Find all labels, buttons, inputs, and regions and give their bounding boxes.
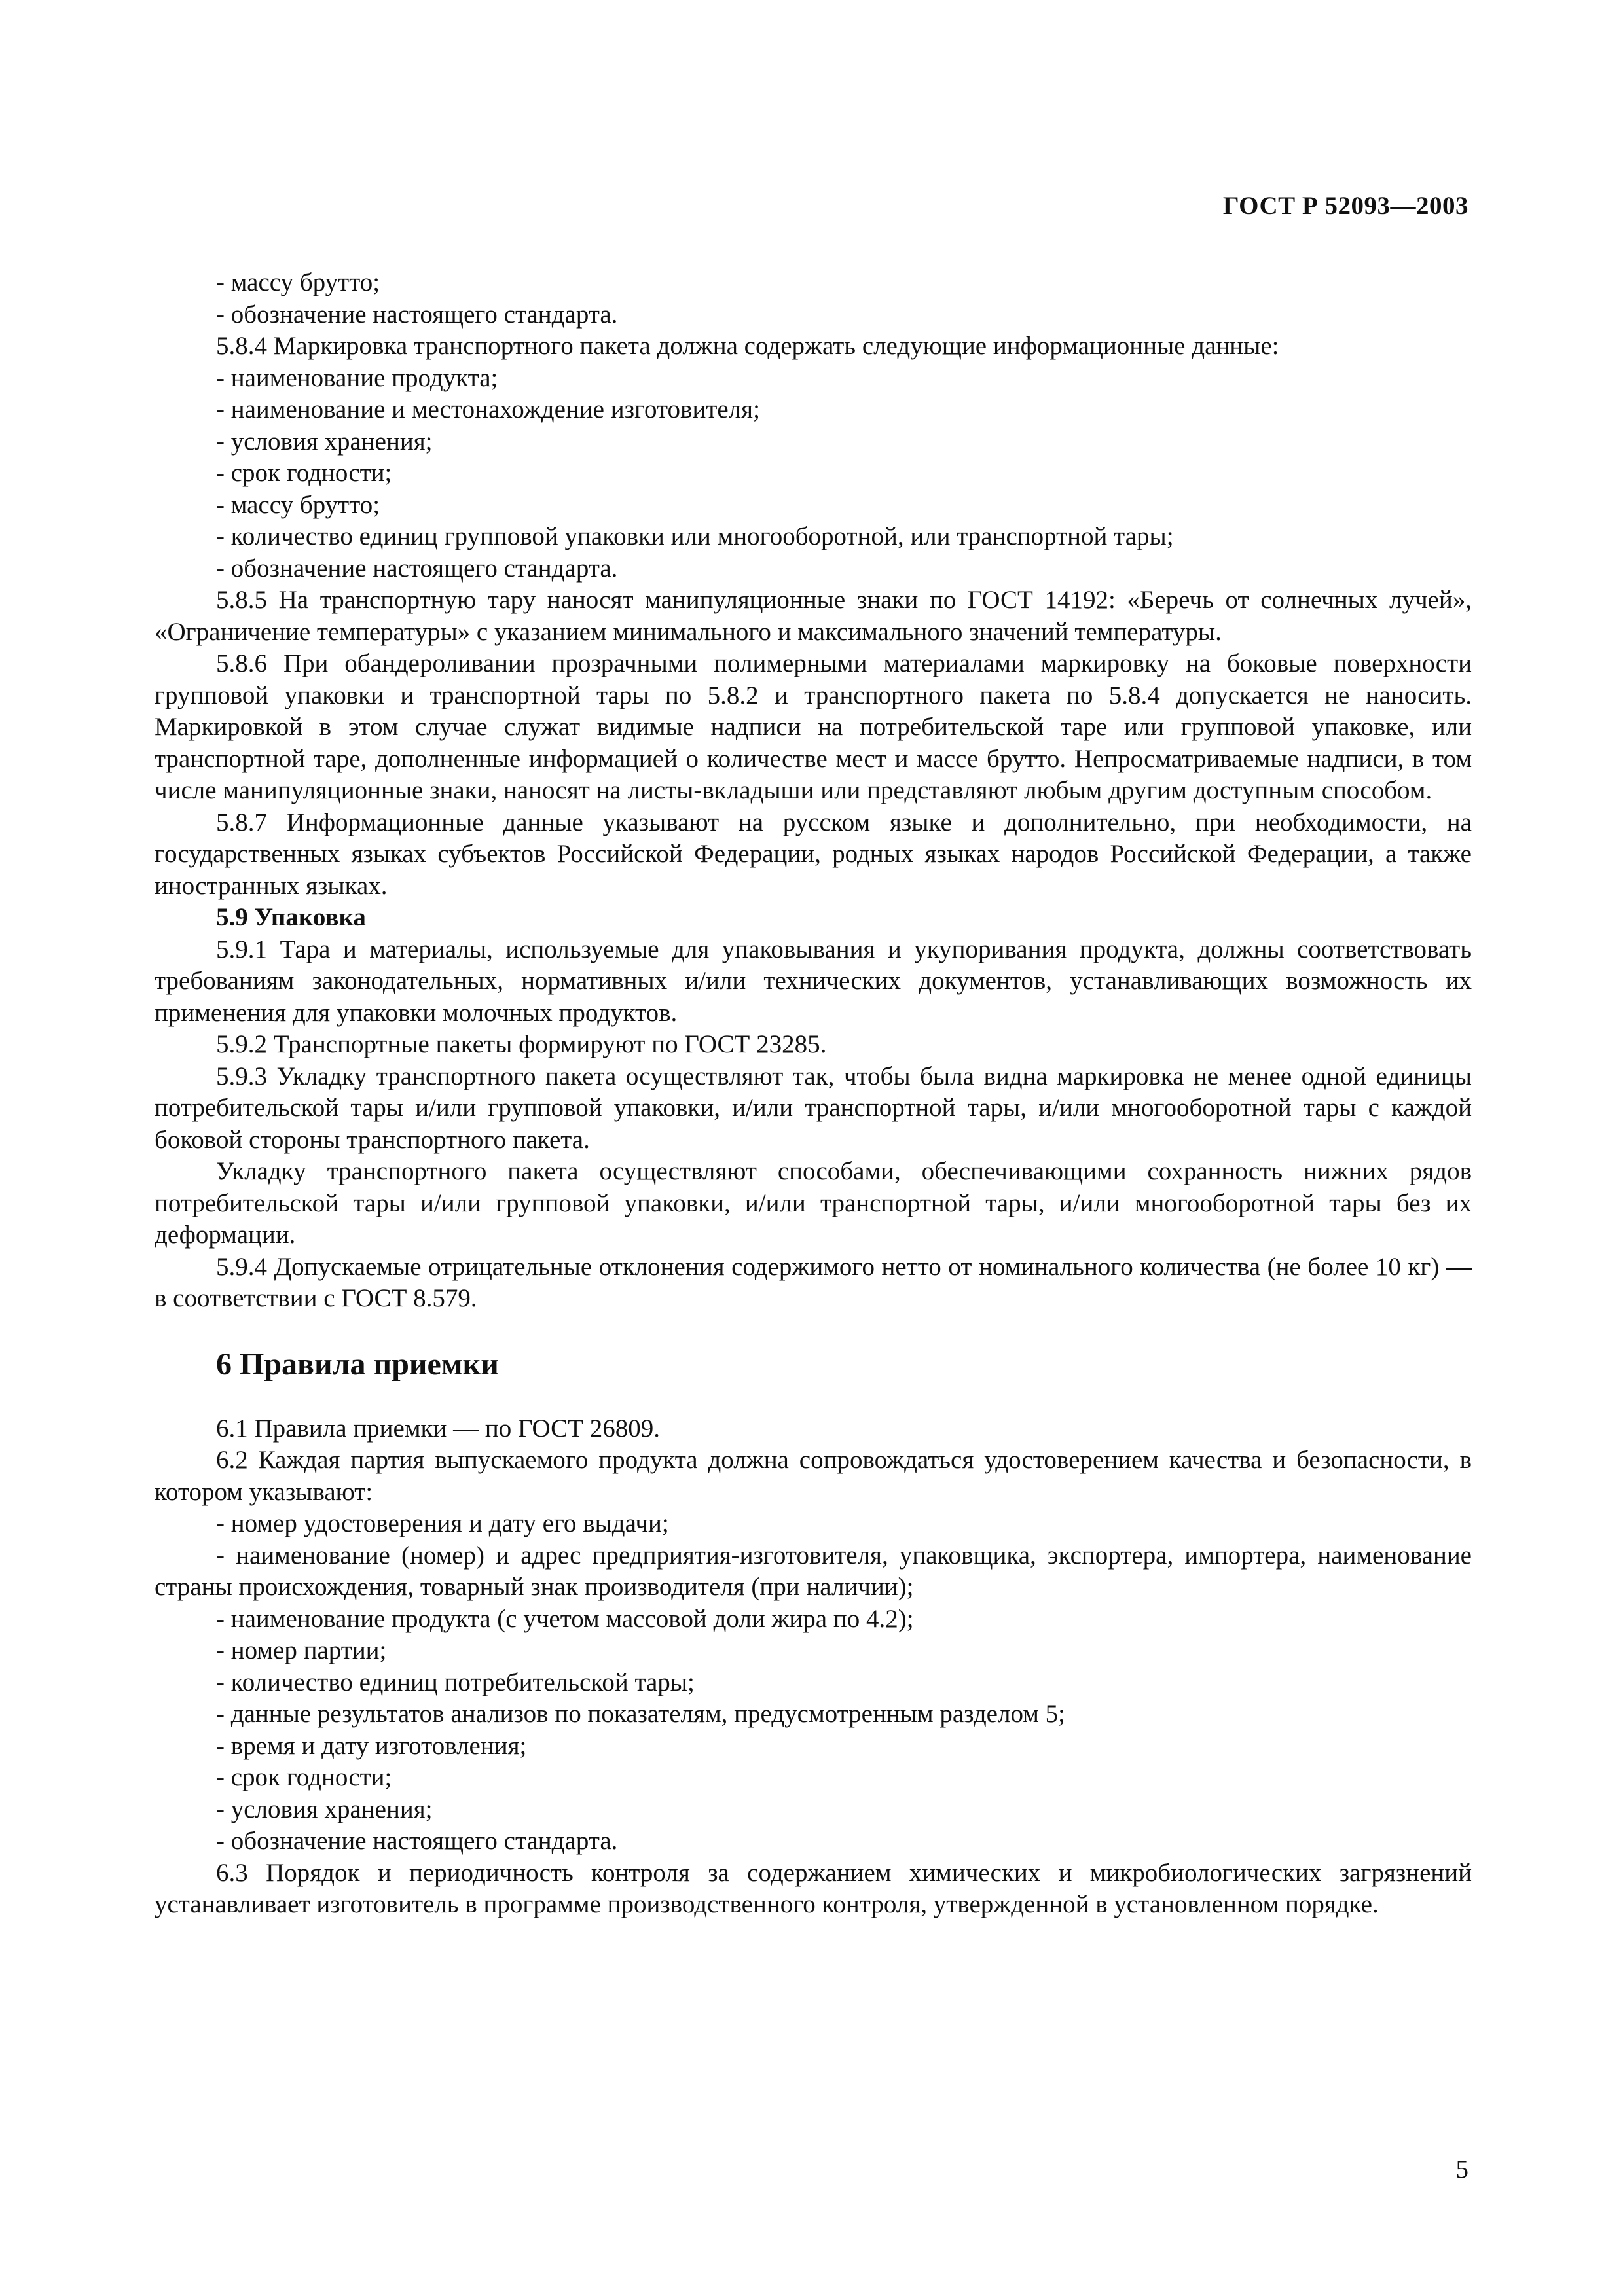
list-item: - условия хранения; xyxy=(216,427,433,456)
paragraph-5-8-4: 5.8.4 Маркировка транспортного пакета должна содержать следующие информационные данные: xyxy=(216,332,1279,360)
paragraph-5-9-3: 5.9.3 Укладку транспортного пакета осуществляют так, чтобы была видна маркировка не менее одной единицы потребительской тары и/или групповой упаковки, и/или транспортной тары, и/или многооборотной тары с каждой боковой стороны транспортного пакета. xyxy=(155,1062,1472,1154)
list-item: - массу брутто; xyxy=(216,490,380,519)
list-item: - срок годности; xyxy=(216,1763,392,1791)
list-item: - наименование продукта; xyxy=(216,363,498,392)
page-content xyxy=(155,267,1472,1921)
page-number: 5 xyxy=(1455,2155,1468,2183)
paragraph-6-3: 6.3 Порядок и периодичность контроля за содержанием химических и микробиологических загрязнений устанавливает изготовитель в программе производственного контроля, утвержденной в установленном порядке. xyxy=(155,1858,1472,1918)
list-item: - наименование продукта (с учетом массовой доли жира по 4.2); xyxy=(216,1604,914,1633)
paragraph-5-8-6: 5.8.6 При обандероливании прозрачными полимерными материалами маркировку на боковые поверхности групповой упаковки и транспортной тары по 5.8.2 и транспортного пакета по 5.8.4 допускается не наносить. Маркировкой в этом случае служат видимые надписи на потребительской таре или групповой упаковке, или транспортной таре, дополненные информацией о количестве мест и массе брутто. Непросматриваемые надписи, в том числе манипуляционные знаки, наносят на листы-вкладыши или представляют любым другим доступным способом. xyxy=(155,649,1472,804)
list-item: - количество единиц групповой упаковки или многооборотной, или транспортной тары; xyxy=(216,522,1174,550)
list-item: - номер удостоверения и дату его выдачи; xyxy=(216,1509,669,1537)
list-item: - массу брутто; xyxy=(216,268,380,296)
subsection-heading-5-9: 5.9 Упаковка xyxy=(216,903,366,931)
paragraph-5-9-4: 5.9.4 Допускаемые отрицательные отклонения содержимого нетто от номинального количества (не более 10 кг) — в соответствии с ГОСТ 8.579. xyxy=(155,1252,1472,1312)
section-heading-6: 6 Правила приемки xyxy=(216,1346,499,1382)
paragraph-5-9-1: 5.9.1 Тара и материалы, используемые для упаковывания и укупоривания продукта, должны соответствовать требованиям законодательных, нормативных и/или технических документов, устанавливающих возможность их применения для упаковки молочных продуктов. xyxy=(155,935,1472,1027)
list-item: - обозначение настоящего стандарта. xyxy=(216,300,618,329)
paragraph-5-9-2: 5.9.2 Транспортные пакеты формируют по ГОСТ 23285. xyxy=(216,1030,827,1058)
document-code-header: ГОСТ Р 52093—2003 xyxy=(1222,192,1468,220)
list-item: - номер партии; xyxy=(216,1636,387,1664)
list-item: - данные результатов анализов по показателям, предусмотренным разделом 5; xyxy=(216,1700,1065,1728)
list-item: - обозначение настоящего стандарта. xyxy=(216,554,618,583)
paragraph-5-9-3-continued: Укладку транспортного пакета осуществляют способами, обеспечивающими сохранность нижних рядов потребительской тары и/или групповой упаковки, и/или транспортной тары, и/или многооборотной тары без их деформации. xyxy=(155,1157,1472,1249)
list-item: - время и дату изготовления; xyxy=(216,1731,527,1760)
list-item: - наименование и местонахождение изготовителя; xyxy=(216,395,760,423)
list-item: - количество единиц потребительской тары; xyxy=(216,1668,695,1696)
paragraph-5-8-7: 5.8.7 Информационные данные указывают на русском языке и дополнительно, при необходимости, на государственных языках субъектов Российской Федерации, родных языках народов Российской Федерации, а также иностранных языках. xyxy=(155,808,1472,900)
paragraph-6-2: 6.2 Каждая партия выпускаемого продукта должна сопровождаться удостоверением качества и безопасности, в котором указывают: xyxy=(155,1446,1472,1506)
list-item: - срок годности; xyxy=(216,459,392,487)
paragraph-5-8-5: 5.8.5 На транспортную тару наносят манипуляционные знаки по ГОСТ 14192: «Беречь от солнечных лучей», «Ограничение температуры» с указанием минимального и максимального значений температуры. xyxy=(155,586,1472,646)
list-item: - обозначение настоящего стандарта. xyxy=(216,1827,618,1855)
paragraph-6-1: 6.1 Правила приемки — по ГОСТ 26809. xyxy=(216,1414,661,1443)
list-item: - наименование (номер) и адрес предприятия-изготовителя, упаковщика, экспортера, импортера, наименование страны происхождения, товарный знак производителя (при наличии); xyxy=(155,1541,1472,1601)
list-item: - условия хранения; xyxy=(216,1795,433,1823)
